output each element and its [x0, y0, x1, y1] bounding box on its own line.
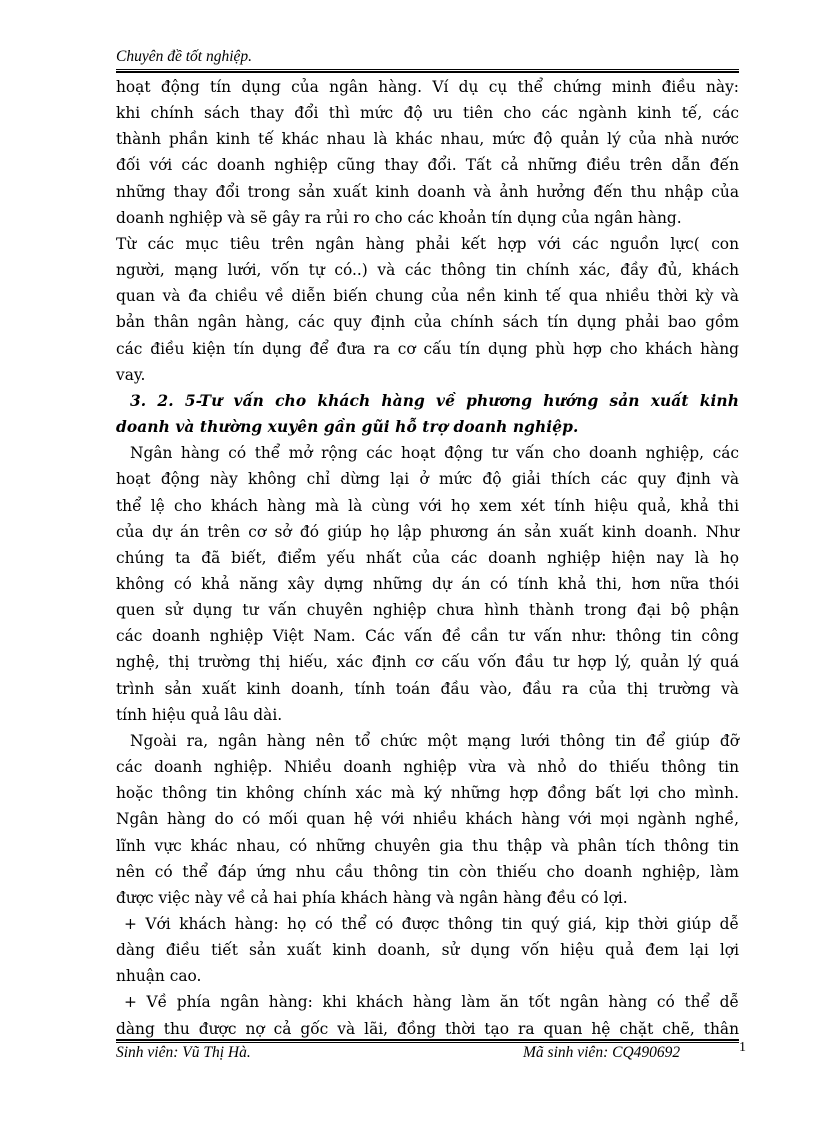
text-line: doanh nghiệp và sẽ gây ra rủi ro cho các khoản tín dụng của ngân hàng. [116, 208, 682, 227]
paragraph [116, 728, 739, 911]
heading-line: 3. 2. 5-Tư vấn cho khách hàng về phương hướng sản xuất kinh [130, 391, 739, 410]
text-line: trình sản xuất kinh doanh, tính toán đầu vào, đầu ra của thị trường và [116, 679, 739, 698]
text-line: của dự án trên cơ sở đó giúp họ lập phương án sản xuất kinh doanh. Như [116, 522, 739, 541]
text-line: nghệ, thị trường thị hiếu, xác định cơ cấu vốn đầu tư hợp lý, quản lý quá [116, 653, 739, 672]
text-line: vay. [116, 365, 146, 384]
text-line: nhuận cao. [116, 967, 202, 986]
heading-line: doanh và thường xuyên gần gũi hỗ trợ doanh nghiệp. [116, 418, 579, 437]
text-line: Từ các mục tiêu trên ngân hàng phải kết hợp với các nguồn lực( con [116, 234, 739, 253]
document-body [116, 74, 739, 1042]
text-line: quan và đa chiều về diễn biến chung của nền kinh tế qua nhiều thời kỳ và [116, 287, 739, 306]
text-line: các doanh nghiệp. Nhiều doanh nghiệp vừa và nhỏ do thiếu thông tin [116, 758, 739, 777]
paragraph [116, 989, 739, 1041]
paragraph [116, 911, 739, 989]
paragraph [116, 231, 739, 388]
header-rule [116, 69, 739, 73]
text-line: Ngân hàng do có mối quan hệ với nhiều khách hàng với mọi ngành nghề, [116, 810, 739, 829]
footer-student-name: Sinh viên: Vũ Thị Hà. [116, 1044, 251, 1061]
page-header: Chuyên đề tốt nghiệp. [116, 48, 253, 65]
text-line: những thay đổi trong sản xuất kinh doanh và ảnh hưởng đến thu nhập của [116, 182, 739, 201]
text-line: được việc này về cả hai phía khách hàng và ngân hàng đều có lợi. [116, 888, 628, 907]
text-line: chúng ta đã biết, điểm yếu nhất của các doanh nghiệp hiện nay là họ [116, 548, 739, 567]
text-line: hoạt động này không chỉ dừng lại ở mức độ giải thích các quy định và [116, 470, 739, 489]
paragraph [116, 440, 739, 728]
text-line: hoặc thông tin không chính xác mà ký những hợp đồng bất lợi cho mình. [116, 784, 739, 803]
footer-rule [116, 1039, 739, 1043]
text-line: Ngân hàng có thể mở rộng các hoạt động tư vấn cho doanh nghiệp, các [130, 444, 739, 463]
page-number: 1 [739, 1040, 746, 1055]
text-line: tính hiệu quả lâu dài. [116, 705, 283, 724]
text-line: + Với khách hàng: họ có thể có được thông tin quý giá, kịp thời giúp dễ [124, 915, 739, 933]
text-line: đối với các doanh nghiệp cũng thay đổi. Tất cả những điều trên dẫn đến [116, 156, 739, 175]
text-line: + Về phía ngân hàng: khi khách hàng làm ăn tốt ngân hàng có thể dễ [124, 993, 739, 1012]
text-line: lĩnh vực khác nhau, có những chuyên gia thu thập và phân tích thông tin [116, 836, 739, 855]
text-line: nên có thể đáp ứng nhu cầu thông tin còn thiếu cho doanh nghiệp, làm [116, 862, 739, 881]
text-line: hoạt động tín dụng của ngân hàng. Ví dụ cụ thể chứng minh điều này: [116, 78, 739, 96]
text-line: quen sử dụng tư vấn chuyên nghiệp chưa hình thành trong đại bộ phận [116, 601, 739, 620]
footer-student-id: Mã sinh viên: CQ490692 [523, 1044, 681, 1061]
section-heading [116, 388, 739, 440]
text-line: không có khả năng xây dựng những dự án có tính khả thi, hơn nữa thói [116, 574, 739, 593]
text-line: bản thân ngân hàng, các quy định của chính sách tín dụng phải bao gồm [116, 313, 739, 332]
text-line: thể lệ cho khách hàng mà là cùng với họ xem xét tính hiệu quả, khả thi [116, 496, 739, 515]
text-line: khi chính sách thay đổi thì mức độ ưu tiên cho các ngành kinh tế, các [116, 104, 739, 123]
text-line: các điều kiện tín dụng để đưa ra cơ cấu tín dụng phù hợp cho khách hàng [116, 339, 739, 358]
text-line: người, mạng lưới, vốn tự có..) và các thông tin chính xác, đầy đủ, khách [116, 261, 739, 280]
text-line: Ngoài ra, ngân hàng nên tổ chức một mạng lưới thông tin để giúp đỡ [130, 731, 739, 750]
paragraph [116, 74, 739, 231]
text-line: các doanh nghiệp Việt Nam. Các vấn đề cần tư vấn như: thông tin công [116, 627, 739, 646]
text-line: thành phần kinh tế khác nhau là khác nhau, mức độ quản lý của nhà nước [116, 130, 739, 149]
text-line: dàng điều tiết sản xuất kinh doanh, sử dụng vốn hiệu quả đem lại lợi [116, 941, 739, 960]
text-line: dàng thu được nợ cả gốc và lãi, đồng thời tạo ra quan hệ chặt chẽ, thân [116, 1019, 739, 1038]
